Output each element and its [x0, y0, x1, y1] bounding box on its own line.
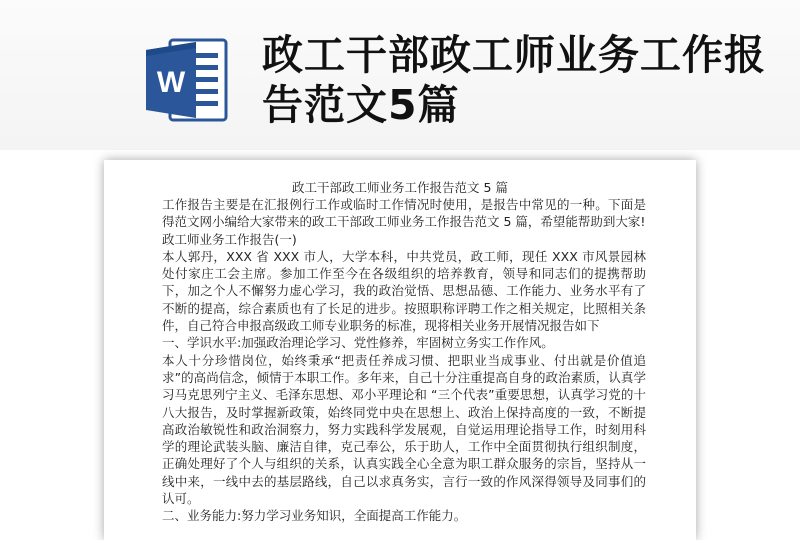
intro-paragraph: 工作报告主要是在汇报例行工作或临时工作情况时使用，是报告中常见的一种。下面是得范文网小编给大家带来的政工干部政工师业务工作报告范文 5 篇，希望能帮助到大家! [162, 197, 646, 230]
document-page [104, 160, 696, 540]
report-subheading: 政工师业务工作报告(一) [162, 231, 297, 247]
word-document-icon [144, 36, 230, 124]
section-heading: 一、学识水平:加强政治理论学习、党性修养，牢固树立务实工作作风。 [162, 335, 554, 351]
body-paragraph: 本人郭丹，XXX 省 XXX 市人，大学本科，中共党员，政工师，现任 XXX 市风景园林处付家庄工会主席。参加工作至今在各级组织的培养教育，领导和同志们的提携帮助下，加之个人不懈努力虚心学习，我的政治觉悟、思想品德、工作能力、业务水平有了不断的提高，综合素质也有了长足的进步。按照职称评聘工作之相关规定，比照相关条件，自己符合申报高级政工师专业职务的标准，现将相关业务开展情况报告如下 [162, 248, 646, 334]
word-icon-letter: W [156, 66, 186, 99]
title-banner [0, 0, 800, 150]
document-heading: 政工干部政工师业务工作报告范文 5 篇 [292, 180, 508, 195]
document-body [162, 196, 646, 525]
page-title: 政工干部政工师业务工作报告范文5篇 [262, 31, 766, 129]
section-heading: 二、业务能力:努力学习业务知识，全面提高工作能力。 [162, 508, 467, 524]
body-paragraph: 本人十分珍惜岗位，始终秉承“把责任养成习惯、把职业当成事业、付出就是价值追求”的高尚信念，倾情于本职工作。多年来，自己十分注重提高自身的政治素质，认真学习马克思列宁主义、毛泽东思想、邓小平理论和 “三个代表”重要思想，认真学习党的十八大报告，及时掌握新政策，始终同党中央在思想上、政治上保持高度的一致，不断提高政治敏锐性和政治洞察力，努力实践科学发展观，自觉运用理论指导工作，时刻用科学的理论武装头脑、廉洁自律，克己奉公，乐于助人，工作中全面贯彻执行组织制度，正确处理好了个人与组织的关系，认真实践全心全意为职工群众服务的宗旨，坚持从一线中来，一线中去的基层路线，自己以求真务实，言行一致的作风深得领导及同事们的认可。 [162, 352, 646, 507]
